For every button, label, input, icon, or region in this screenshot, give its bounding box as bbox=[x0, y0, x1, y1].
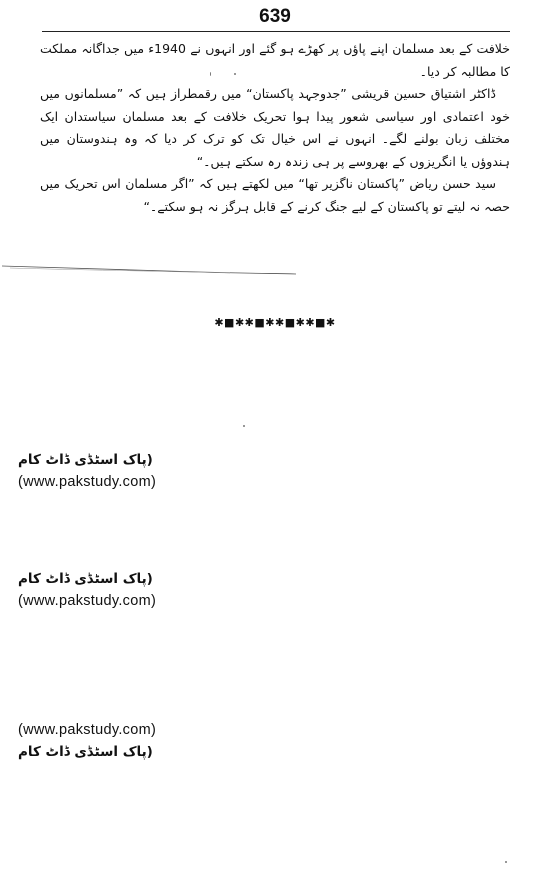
section-divider-ornament: ✱■✱✱■✱✱■✱✱■✱ bbox=[214, 316, 336, 329]
paragraph: ڈاکٹر اشتیاق حسین قریشی ”جدوجہد پاکستان“ میں رقمطراز ہیں کہ ”مسلمانوں میں خود اعتمادی اور سیاسی شعور پیدا ہوا تحریک خلافت کے بعد مسلمان سیاستدان ایک مختلف زبان بولنے لگے۔ انہوں نے اس خیال تک کو ترک کر دیا کہ وہ ہندوستان میں ہندوؤں یا انگریزوں کے بھروسے پر ہی زندہ رہ سکتے ہیں۔“ bbox=[40, 86, 510, 169]
scan-speck bbox=[210, 72, 211, 76]
watermark-urdu: (پاک اسٹڈی ڈاٹ کام bbox=[18, 571, 153, 587]
page-number: 639 bbox=[259, 6, 291, 27]
watermark-url: (www.pakstudy.com) bbox=[18, 722, 157, 738]
watermark-urdu: (پاک اسٹڈی ڈاٹ کام bbox=[18, 744, 153, 760]
body-text bbox=[40, 38, 510, 218]
header-rule bbox=[42, 31, 510, 32]
scan-speck bbox=[505, 861, 507, 863]
watermark-url: (www.pakstudy.com) bbox=[18, 593, 157, 609]
watermark-block bbox=[18, 452, 168, 490]
watermark-block bbox=[18, 722, 168, 760]
watermark-block bbox=[18, 571, 168, 609]
paragraph: خلافت کے بعد مسلمان اپنے پاؤں پر کھڑے ہو گئے اور انہوں نے 1940ء میں جداگانہ مملکت کا مطالبہ کر دیا۔ bbox=[40, 41, 510, 79]
watermark-url: (www.pakstudy.com) bbox=[18, 474, 157, 490]
scan-speck bbox=[243, 425, 245, 427]
paragraph: سید حسن ریاض ”پاکستان ناگزیر تھا“ میں لکھتے ہیں کہ ”اگر مسلمان اس تحریک میں حصہ نہ لیتے تو پاکستان کے لیے جنگ کرنے کے قابل ہرگز نہ ہو سکتے۔“ bbox=[40, 176, 510, 214]
scan-speck bbox=[234, 73, 236, 75]
scan-smudge-line bbox=[0, 262, 300, 276]
watermark-urdu: (پاک اسٹڈی ڈاٹ کام bbox=[18, 452, 153, 468]
